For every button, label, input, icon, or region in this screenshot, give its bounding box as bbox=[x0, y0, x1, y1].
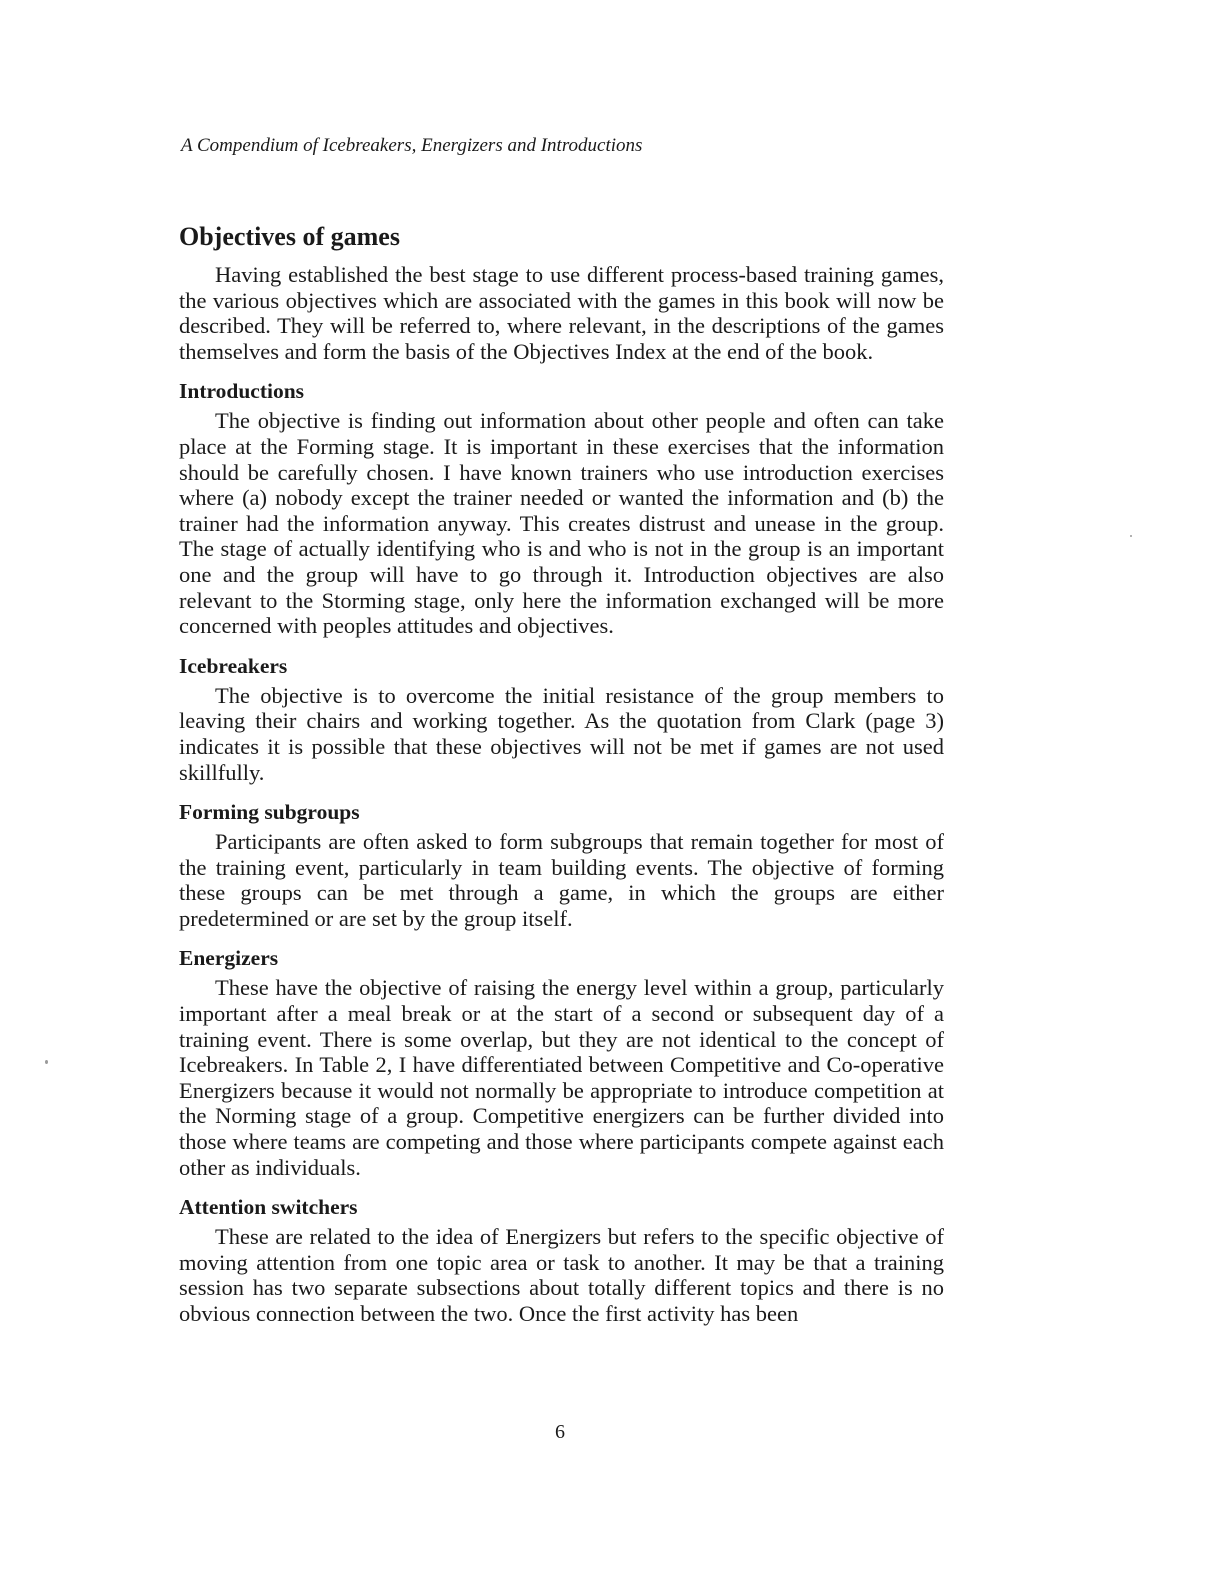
section-paragraph: These have the objective of raising the energy level within a group, particularly important after a meal break or at the start of a second or subsequent day of a training event. There is some overlap, but they are not identical to the concept of Icebreakers. In Table 2, I have differentiated between Competitive and Co-operative Energizers because it would not normally be appropriate to introduce competition at the Norming stage of a group. Competitive energizers can be further divided into those where teams are competing and those where participants compete against each other as individuals. bbox=[179, 975, 944, 1180]
section-paragraph: These are related to the idea of Energizers but refers to the specific objective of moving attention from one topic area or task to another. It may be that a training session has two separate subsections about totally different topics and there is no obvious connection between the two. Once the first activity has been bbox=[179, 1224, 944, 1326]
running-header: A Compendium of Icebreakers, Energizers and Introductions bbox=[181, 135, 643, 156]
scan-speck bbox=[1130, 535, 1132, 537]
section-attention-switchers bbox=[179, 1194, 944, 1326]
section-introductions bbox=[179, 378, 944, 638]
section-forming-subgroups bbox=[179, 799, 944, 931]
section-paragraph: The objective is to overcome the initial resistance of the group members to leaving their chairs and working together. As the quotation from Clark (page 3) indicates it is possible that these objectives will not be met if games are not used skillfully. bbox=[179, 682, 944, 785]
page-title: Objectives of games bbox=[179, 222, 400, 251]
section-heading: Icebreakers bbox=[179, 653, 288, 678]
section-icebreakers bbox=[179, 653, 944, 785]
page-number: 6 bbox=[555, 1421, 565, 1443]
scan-speck bbox=[45, 1060, 48, 1064]
section-heading: Introductions bbox=[179, 379, 305, 404]
section-heading: Energizers bbox=[179, 946, 279, 971]
section-heading: Forming subgroups bbox=[179, 800, 360, 825]
section-energizers bbox=[179, 945, 944, 1180]
page-body bbox=[179, 220, 944, 1341]
section-heading: Attention switchers bbox=[179, 1195, 358, 1220]
section-paragraph: Participants are often asked to form subgroups that remain together for most of the training event, particularly in team building events. The objective of forming these groups can be met through a game, in which the groups are either predetermined or are set by the group itself. bbox=[179, 829, 944, 931]
intro-paragraph: Having established the best stage to use different process-based training games, the various objectives which are associated with the games in this book will now be described. They will be referred to, where relevant, in the descriptions of the games themselves and form the basis of the Objectives Index at the end of the book. bbox=[179, 262, 944, 364]
section-paragraph: The objective is finding out information about other people and often can take place at the Forming stage. It is important in these exercises that the information should be carefully chosen. I have known trainers who use introduction exercises where (a) nobody except the trainer needed or wanted the information and (b) the trainer had the information anyway. This creates distrust and unease in the group. The stage of actually identifying who is and who is not in the group is an important one and the group will have to go through it. Introduction objectives are also relevant to the Storming stage, only here the information exchanged will be more concerned with peoples attitudes and objectives. bbox=[179, 408, 944, 639]
